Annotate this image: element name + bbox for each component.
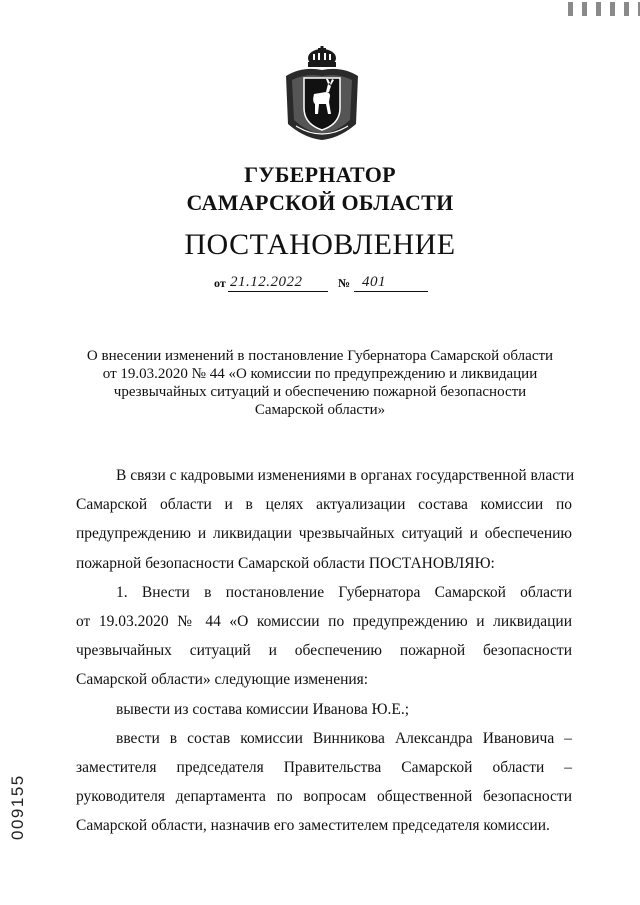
document-body [76,461,575,840]
subject-line: Самарской области» [254,402,386,418]
title-governor: ГУБЕРНАТОР [244,162,396,187]
body-line: чрезвычайных ситуаций и обеспечению пожарной безопасности [76,642,572,660]
body-line: от 19.03.2020 № 44 «О комиссии по предупреждению и ликвидации [76,612,572,630]
subject-line: чрезвычайных ситуаций и обеспечению пожарной безопасности [113,384,527,400]
scan-corner-marks [568,2,640,16]
body-line: Самарской области и в целях актуализации состава комиссии по [76,496,572,514]
coat-of-arms-icon [282,46,362,142]
body-line: 1. Внести в постановление Губернатора Самарской области [116,583,572,601]
body-line: вывести из состава комиссии Иванова Ю.Е.; [116,700,410,718]
body-line: руководителя департамента по вопросам общественной безопасности [76,788,572,806]
side-registration-stamp: 009155 [8,774,27,840]
body-line: пожарной безопасности Самарской области ПОСТАНОВЛЯЮ: [76,554,495,572]
body-line: Самарской области» следующие изменения: [76,671,369,689]
registration-line [214,272,434,294]
document-type: ПОСТАНОВЛЕНИЕ [184,228,456,261]
subject-line: от 19.03.2020 № 44 «О комиссии по предупреждению и ликвидации [102,366,538,382]
number-value: 401 [362,274,386,290]
body-line: В связи с кадровыми изменениями в органах государственной власти [116,467,575,484]
subject-line: О внесении изменений в постановление Губернатора Самарской области [86,348,554,364]
date-prefix: от [214,276,226,290]
date-value: 21.12.2022 [230,274,303,290]
number-prefix: № [338,276,351,290]
body-line: ввести в состав комиссии Винникова Александра Ивановича – [116,729,572,747]
body-line: предупреждению и ликвидации чрезвычайных ситуаций и обеспечению [76,525,572,543]
body-line: Самарской области, назначив его заместителем председателя комиссии. [76,817,550,835]
body-line: заместителя председателя Правительства Самарской области – [76,758,572,776]
title-region: САМАРСКОЙ ОБЛАСТИ [186,190,454,215]
document-subject [80,347,560,419]
